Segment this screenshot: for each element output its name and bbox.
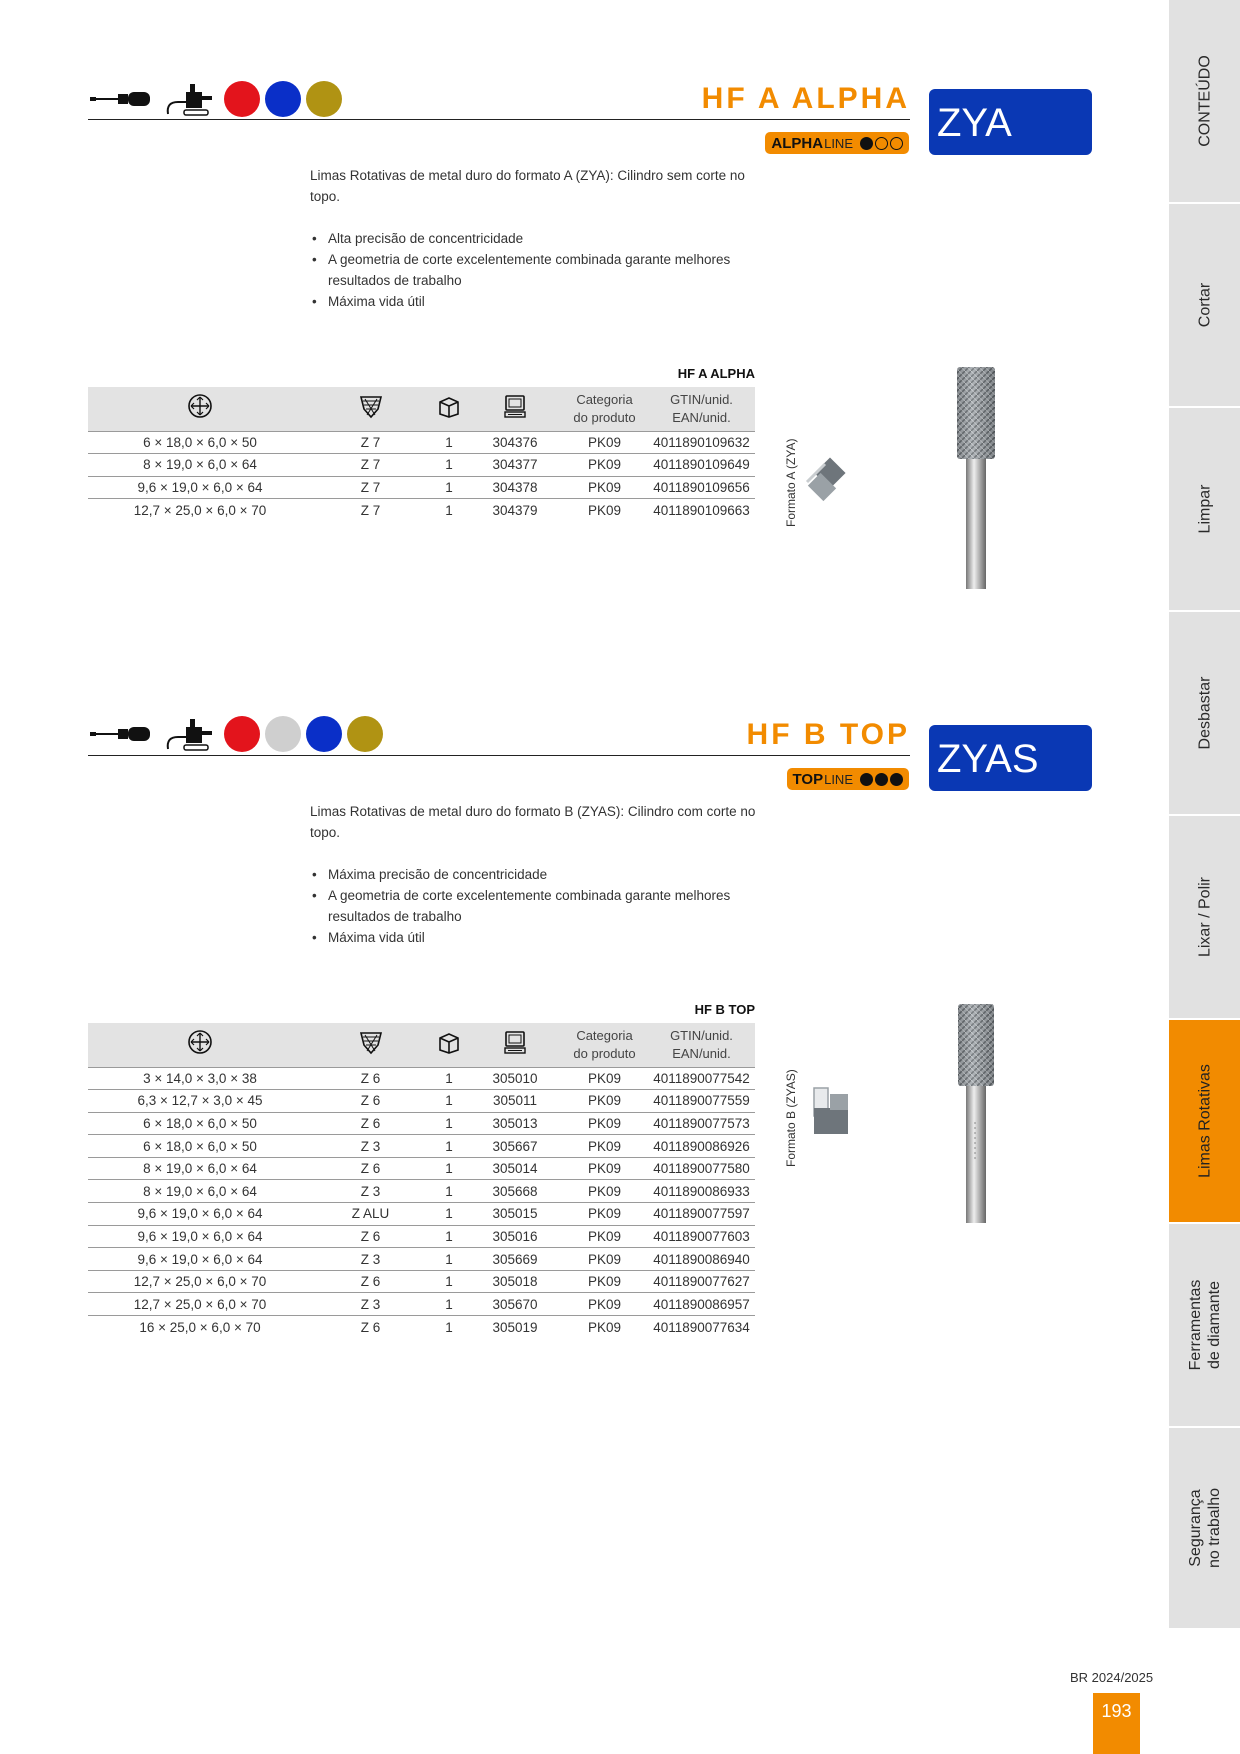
category-cell: PK09	[587, 1296, 622, 1312]
material-dot-silver	[265, 716, 301, 752]
dimensions-cell: 3 × 14,0 × 3,0 × 38	[143, 1070, 257, 1086]
category-cell: PK09	[587, 1319, 622, 1335]
side-tab-label: Limas Rotativas	[1196, 1064, 1213, 1178]
category-cell: PK09	[587, 1070, 622, 1086]
shape-b-diagram	[810, 1084, 852, 1140]
gtin-cell: 4011890086957	[653, 1296, 750, 1312]
shape-code-box: ZYA	[929, 89, 1092, 155]
badge-bold: TOP	[792, 770, 824, 788]
dimensions-cell: 12,7 × 25,0 × 6,0 × 70	[133, 502, 267, 518]
material-dot-red	[224, 81, 260, 117]
package-icon	[436, 393, 462, 419]
spec-table	[88, 387, 755, 521]
dimensions-cell: 6 × 18,0 × 6,0 × 50	[143, 1115, 257, 1131]
table-row	[88, 1135, 755, 1158]
cut-cell: Z 3	[360, 1138, 381, 1154]
pack-qty-cell: 1	[445, 1161, 453, 1177]
cut-pattern-icon	[358, 393, 384, 419]
article-number-cell: 304376	[492, 434, 538, 450]
product-description: Limas Rotativas de metal duro do formato A (ZYA): Cilindro sem corte no topo.	[310, 168, 745, 204]
article-number-cell: 305014	[492, 1161, 538, 1177]
side-navigation	[1169, 0, 1240, 1630]
table-title: HF A ALPHA	[677, 366, 755, 381]
cut-cell: Z 7	[360, 434, 381, 450]
pack-qty-cell: 1	[445, 434, 453, 450]
table-row	[88, 1225, 755, 1248]
dimensions-header	[88, 387, 312, 431]
cut-cell: Z 7	[360, 479, 381, 495]
article-number-cell: 304377	[492, 457, 538, 473]
cut-cell: Z 6	[360, 1070, 381, 1086]
side-tab-label: Lixar / Polir	[1196, 876, 1213, 958]
cut-cell: Z 6	[360, 1319, 381, 1335]
table-title: HF B TOP	[694, 1002, 755, 1017]
article-header	[469, 387, 561, 431]
table-row	[88, 1090, 755, 1113]
shape-caption: Formato B (ZYAS)	[784, 1069, 798, 1167]
side-tab-limas-rotativas[interactable]	[1169, 1020, 1240, 1224]
material-dot-gold	[306, 81, 342, 117]
cut-header	[312, 1023, 429, 1067]
pack-qty-cell: 1	[445, 1093, 453, 1109]
category-cell: PK09	[587, 1206, 622, 1222]
article-number-cell: 305016	[492, 1228, 538, 1244]
cut-cell: Z 6	[360, 1093, 381, 1109]
gtin-cell: 4011890077627	[653, 1274, 750, 1290]
cut-cell: Z 6	[360, 1161, 381, 1177]
line-level-empty-dot	[875, 137, 888, 150]
side-tab-label: Ferramentas de diamante	[1186, 1279, 1223, 1371]
cut-header	[312, 387, 429, 431]
badge-bold: ALPHA	[771, 134, 824, 152]
cut-cell: Z 6	[360, 1228, 381, 1244]
cut-cell: Z 3	[360, 1183, 381, 1199]
category-cell: PK09	[587, 434, 622, 450]
pack-qty-cell: 1	[445, 1296, 453, 1312]
straight-grinder-icon	[90, 724, 156, 744]
shape-caption: Formato A (ZYA)	[784, 438, 798, 527]
dimensions-cell: 8 × 19,0 × 6,0 × 64	[143, 1183, 257, 1199]
pack-qty-cell: 1	[445, 1319, 453, 1335]
gtin-cell: 4011890077573	[653, 1115, 750, 1131]
side-tab-label: Cortar	[1196, 282, 1213, 328]
material-dot-gold	[347, 716, 383, 752]
product-title: HF A ALPHA	[701, 82, 910, 115]
dimensions-header	[88, 1023, 312, 1067]
cut-cell: Z 3	[360, 1296, 381, 1312]
line-level-filled-dot	[890, 773, 903, 786]
article-number-cell: 305015	[492, 1206, 538, 1222]
computer-icon	[502, 393, 528, 419]
gtin-cell: 4011890086933	[653, 1183, 750, 1199]
dimensions-cell: 9,6 × 19,0 × 6,0 × 64	[137, 1251, 263, 1267]
category-cell: PK09	[587, 1138, 622, 1154]
dimensions-icon	[187, 1029, 213, 1055]
gtin-header: GTIN/unid. EAN/unid.	[670, 1027, 733, 1061]
line-level-filled-dot	[875, 773, 888, 786]
spec-table-body	[88, 431, 755, 521]
side-tab-desbastar[interactable]	[1169, 612, 1240, 816]
dimensions-cell: 12,7 × 25,0 × 6,0 × 70	[133, 1274, 267, 1290]
cut-cell: Z 7	[360, 502, 381, 518]
category-cell: PK09	[587, 1093, 622, 1109]
cut-cell: Z 6	[360, 1274, 381, 1290]
feature-item: • A geometria de corte excelentemente combinada garante melhores resultados de trabalho	[310, 249, 760, 291]
table-row	[88, 1157, 755, 1180]
pack-header	[429, 1023, 469, 1067]
article-number-cell: 305669	[492, 1251, 538, 1267]
material-dot-blue	[306, 716, 342, 752]
product-line-badge	[765, 132, 909, 154]
cut-cell: Z 6	[360, 1115, 381, 1131]
gtin-cell: 4011890077580	[653, 1161, 750, 1177]
gtin-header: GTIN/unid. EAN/unid.	[670, 391, 733, 425]
gtin-cell: 4011890109656	[653, 479, 750, 495]
table-row	[88, 1248, 755, 1271]
cut-pattern-icon	[358, 1029, 384, 1055]
pack-qty-cell: 1	[445, 1251, 453, 1267]
page-number: 193	[1093, 1693, 1140, 1754]
dimensions-cell: 9,6 × 19,0 × 6,0 × 64	[137, 1206, 263, 1222]
gtin-cell: 4011890077603	[653, 1228, 750, 1244]
category-cell: PK09	[587, 1274, 622, 1290]
badge-light: LINE	[824, 771, 853, 787]
article-number-cell: 305019	[492, 1319, 538, 1335]
header-divider	[88, 755, 910, 756]
article-number-cell: 305010	[492, 1070, 538, 1086]
spec-table-body	[88, 1067, 755, 1338]
dimensions-cell: 8 × 19,0 × 6,0 × 64	[143, 1161, 257, 1177]
dimensions-cell: 6 × 18,0 × 6,0 × 50	[143, 1138, 257, 1154]
table-row	[88, 1067, 755, 1090]
feature-item: • Máxima vida útil	[310, 927, 760, 948]
pack-qty-cell: 1	[445, 457, 453, 473]
dimensions-cell: 6,3 × 12,7 × 3,0 × 45	[137, 1093, 263, 1109]
category-cell: PK09	[587, 1183, 622, 1199]
category-header: Categoria do produto	[573, 1027, 636, 1061]
line-level-filled-dot	[860, 137, 873, 150]
side-tab-label: Segurança no trabalho	[1186, 1487, 1223, 1569]
dimensions-icon	[187, 393, 213, 419]
pack-qty-cell: 1	[445, 1274, 453, 1290]
table-header-row	[88, 387, 755, 431]
category-cell: PK09	[587, 1161, 622, 1177]
cut-cell: Z ALU	[351, 1206, 390, 1222]
side-tab-lixar-polir[interactable]	[1169, 816, 1240, 1020]
category-cell: PK09	[587, 1251, 622, 1267]
pack-qty-cell: 1	[445, 479, 453, 495]
pack-qty-cell: 1	[445, 1183, 453, 1199]
shape-a-diagram	[805, 452, 853, 504]
product-line-badge	[787, 768, 909, 790]
product-title: HF B TOP	[746, 718, 910, 751]
pack-qty-cell: 1	[445, 502, 453, 518]
pack-qty-cell: 1	[445, 1138, 453, 1154]
dimensions-cell: 12,7 × 25,0 × 6,0 × 70	[133, 1296, 267, 1312]
badge-light: LINE	[824, 135, 853, 151]
category-cell: PK09	[587, 457, 622, 473]
table-row	[88, 499, 755, 522]
dimensions-cell: 9,6 × 19,0 × 6,0 × 64	[137, 1228, 263, 1244]
flexible-shaft-motor-icon	[164, 715, 216, 753]
gtin-cell: 4011890077634	[653, 1319, 750, 1335]
gtin-cell: 4011890086926	[653, 1138, 750, 1154]
product-description: Limas Rotativas de metal duro do formato B (ZYAS): Cilindro com corte no topo.	[310, 804, 756, 840]
table-row	[88, 476, 755, 499]
gtin-cell: 4011890077597	[653, 1206, 750, 1222]
feature-item: • Alta precisão de concentricidade	[310, 228, 760, 249]
article-number-cell: 304378	[492, 479, 538, 495]
table-row	[88, 1180, 755, 1203]
category-cell: PK09	[587, 1228, 622, 1244]
bur-product-image-zyas	[953, 1002, 999, 1224]
product-section-hf-a-alpha	[0, 0, 1169, 620]
table-row	[88, 1293, 755, 1316]
feature-list	[310, 864, 760, 948]
category-cell: PK09	[587, 479, 622, 495]
table-row	[88, 1270, 755, 1293]
tool-compatibility-row	[90, 714, 388, 754]
dimensions-cell: 8 × 19,0 × 6,0 × 64	[143, 457, 257, 473]
table-row	[88, 431, 755, 454]
gtin-cell: 4011890109649	[653, 457, 750, 473]
side-tab-limpar[interactable]	[1169, 408, 1240, 612]
article-number-cell: 305011	[492, 1093, 538, 1109]
side-tab-label: Limpar	[1196, 484, 1213, 534]
side-tab-seguranca[interactable]	[1169, 1428, 1240, 1630]
dimensions-cell: 6 × 18,0 × 6,0 × 50	[143, 434, 257, 450]
feature-item: • Máxima vida útil	[310, 291, 760, 312]
line-level-empty-dot	[890, 137, 903, 150]
side-tab-ferramentas-diamante[interactable]	[1169, 1224, 1240, 1428]
line-level-filled-dot	[860, 773, 873, 786]
table-row	[88, 454, 755, 477]
flexible-shaft-motor-icon	[164, 80, 216, 118]
package-icon	[436, 1029, 462, 1055]
table-row	[88, 1203, 755, 1226]
side-tab-label: CONTEÚDO	[1196, 55, 1213, 147]
spec-table	[88, 1023, 755, 1338]
article-number-cell: 305668	[492, 1183, 538, 1199]
feature-item: • Máxima precisão de concentricidade	[310, 864, 760, 885]
side-tab-conteudo[interactable]	[1169, 0, 1240, 204]
gtin-cell: 4011890109632	[653, 434, 750, 450]
pack-qty-cell: 1	[445, 1228, 453, 1244]
side-tab-cortar[interactable]	[1169, 204, 1240, 408]
table-row	[88, 1316, 755, 1339]
category-cell: PK09	[587, 502, 622, 518]
article-number-cell: 305018	[492, 1274, 538, 1290]
gtin-cell: 4011890109663	[653, 502, 750, 518]
dimensions-cell: 9,6 × 19,0 × 6,0 × 64	[137, 479, 263, 495]
computer-icon	[502, 1029, 528, 1055]
article-number-cell: 304379	[492, 502, 538, 518]
table-row	[88, 1112, 755, 1135]
feature-item: • A geometria de corte excelentemente combinada garante melhores resultados de trabalho	[310, 885, 760, 927]
category-header: Categoria do produto	[573, 391, 636, 425]
material-dot-red	[224, 716, 260, 752]
dimensions-cell: 16 × 25,0 × 6,0 × 70	[139, 1319, 261, 1335]
feature-list	[310, 228, 760, 312]
catalog-edition: BR 2024/2025	[1070, 1670, 1154, 1685]
product-section-hf-b-top	[0, 636, 1169, 1356]
gtin-cell: 4011890077559	[653, 1093, 750, 1109]
pack-qty-cell: 1	[445, 1206, 453, 1222]
gtin-cell: 4011890077542	[653, 1070, 750, 1086]
side-tab-label: Desbastar	[1196, 676, 1213, 750]
article-number-cell: 305670	[492, 1296, 538, 1312]
article-header	[469, 1023, 561, 1067]
cut-cell: Z 7	[360, 457, 381, 473]
shape-code-box: ZYAS	[929, 725, 1092, 791]
straight-grinder-icon	[90, 89, 156, 109]
category-cell: PK09	[587, 1115, 622, 1131]
article-number-cell: 305667	[492, 1138, 538, 1154]
bur-product-image-zya	[953, 365, 999, 590]
material-dot-blue	[265, 81, 301, 117]
tool-compatibility-row	[90, 79, 347, 119]
table-header-row	[88, 1023, 755, 1067]
cut-cell: Z 3	[360, 1251, 381, 1267]
pack-header	[429, 387, 469, 431]
article-number-cell: 305013	[492, 1115, 538, 1131]
gtin-cell: 4011890086940	[653, 1251, 750, 1267]
pack-qty-cell: 1	[445, 1070, 453, 1086]
header-divider	[88, 119, 910, 120]
pack-qty-cell: 1	[445, 1115, 453, 1131]
